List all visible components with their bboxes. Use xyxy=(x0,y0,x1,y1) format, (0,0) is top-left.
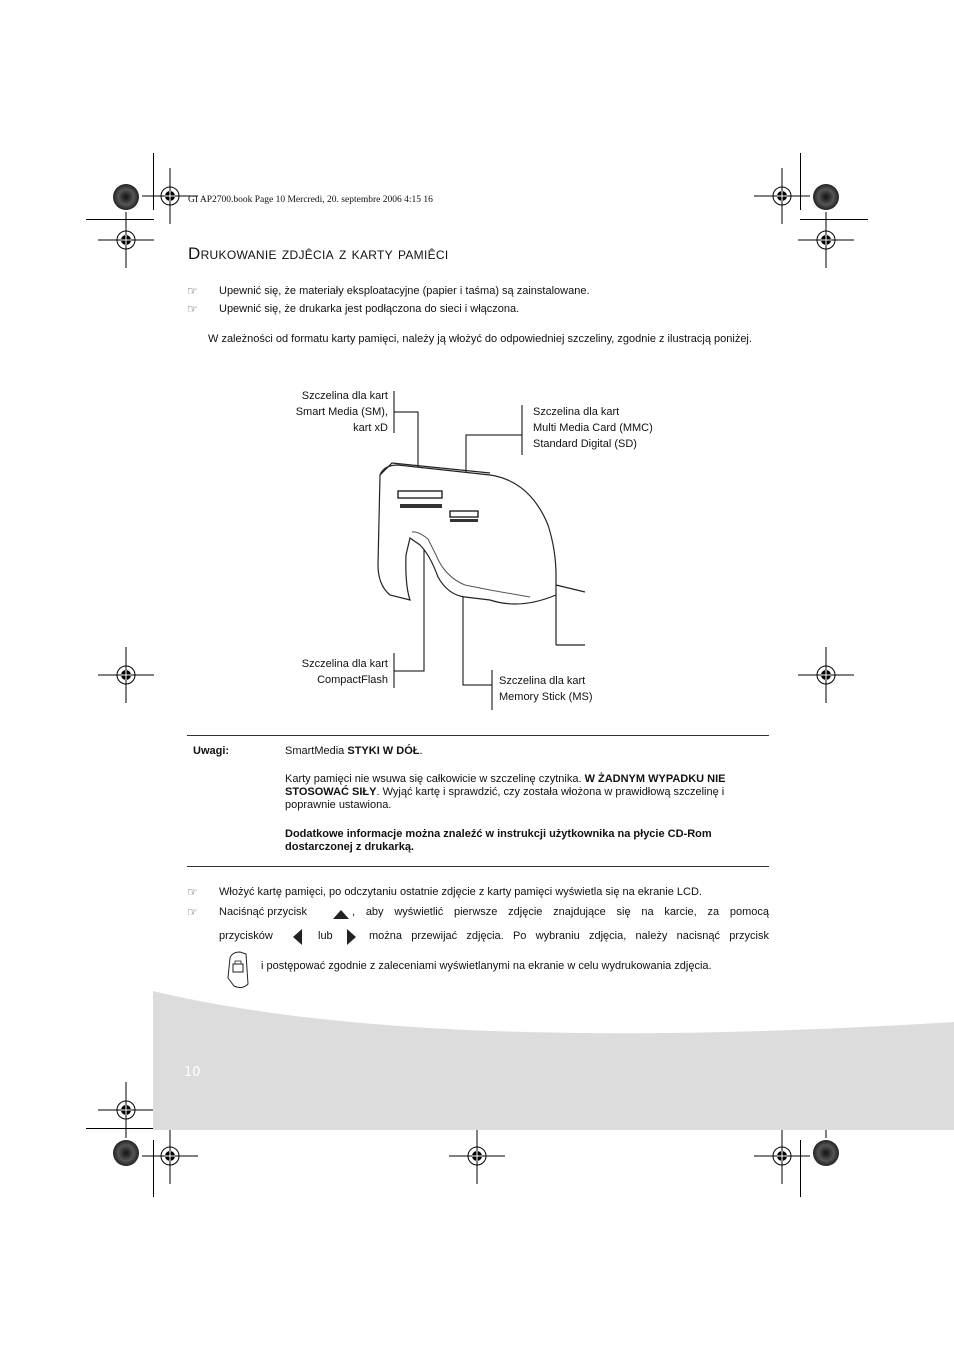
page-title: Drukowanie zdjêcia z karty pamiêci xyxy=(188,244,449,263)
registration-mark xyxy=(798,212,854,268)
step-press-up: Naciśnąć przycisk xyxy=(219,906,308,918)
registration-mark xyxy=(754,168,810,224)
note-smartmedia: SmartMedia STYKI W DÓŁ. xyxy=(285,745,423,757)
pointing-hand-icon: ☞ xyxy=(187,885,198,899)
starburst-mark xyxy=(113,1140,139,1166)
step-insert-card: Włożyć kartę pamięci, po odczytaniu ostatnie zdjęcie z karty pamięci wyświetla się na ekranie LCD. xyxy=(219,886,702,898)
prereq-item: Upewnić się, że materiały eksploatacyjne (papier i taśma) są zainstalowane. xyxy=(219,285,590,297)
label-mmc-slot: Szczelina dla kart Multi Media Card (MMC) Standard Digital (SD) xyxy=(533,406,653,450)
print-button-icon xyxy=(226,950,250,990)
label-cf-slot: Szczelina dla kart CompactFlash xyxy=(301,658,388,686)
step-scroll: można przewijać zdjęcia. Po wybraniu zdjęcia, należy nacisnąć przycisk xyxy=(369,930,769,942)
note-more-info: Dodatkowe informacje można znaleźć w instrukcji użytkownika na płycie CD-Rom dostarczonej z drukarką. xyxy=(285,828,712,853)
card-reader-diagram xyxy=(370,385,600,715)
step-follow-instructions: i postępować zgodnie z zaleceniami wyświetlanymi na ekranie w celu wydrukowania zdjęcia. xyxy=(261,960,712,972)
starburst-mark xyxy=(813,1140,839,1166)
starburst-mark xyxy=(813,184,839,210)
prereq-item: Upewnić się, że drukarka jest podłączona do sieci i włączona. xyxy=(219,303,520,315)
page-number: 10 xyxy=(184,1065,201,1080)
right-button-icon xyxy=(346,928,358,946)
pointing-hand-icon: ☞ xyxy=(187,284,198,298)
book-header: GI AP2700.book Page 10 Mercredi, 20. septembre 2006 4:15 16 xyxy=(188,195,433,205)
starburst-mark xyxy=(113,184,139,210)
pointing-hand-icon: ☞ xyxy=(187,302,198,316)
notes-label: Uwagi: xyxy=(193,745,230,757)
left-button-icon xyxy=(291,928,303,946)
note-insert-warning: Karty pamięci nie wsuwa się całkowicie w szczelinę czytnika. W ŻADNYM WYPADKU NIE STOSOWAĆ SIŁY. Wyjąć kartę i sprawdzić, czy została włożona w prawidłową szczelinę i poprawnie ustawiona. xyxy=(285,773,726,811)
intro-paragraph: W zależności od formatu karty pamięci, należy ją włożyć do odpowiedniej szczeliny, zgodnie z ilustracją poniżej. xyxy=(208,333,752,345)
registration-mark xyxy=(754,1128,810,1184)
registration-mark xyxy=(98,647,154,703)
label-ms-slot: Szczelina dla kart Memory Stick (MS) xyxy=(499,675,593,703)
up-button-icon xyxy=(332,908,350,920)
step-or: lub xyxy=(318,930,333,942)
label-sm-slot: Szczelina dla kart Smart Media (SM), kart xD xyxy=(295,390,388,434)
registration-mark xyxy=(98,212,154,268)
footer-band xyxy=(0,985,954,1130)
registration-mark xyxy=(142,1128,198,1184)
registration-mark xyxy=(798,647,854,703)
step-press-up-cont: , aby wyświetlić pierwsze zdjęcie znajdujące się na karcie, za pomocą xyxy=(352,906,769,918)
pointing-hand-icon: ☞ xyxy=(187,905,198,919)
step-buttons-label: przycisków xyxy=(219,930,273,942)
registration-mark xyxy=(449,1128,505,1184)
notes-box xyxy=(187,735,769,867)
